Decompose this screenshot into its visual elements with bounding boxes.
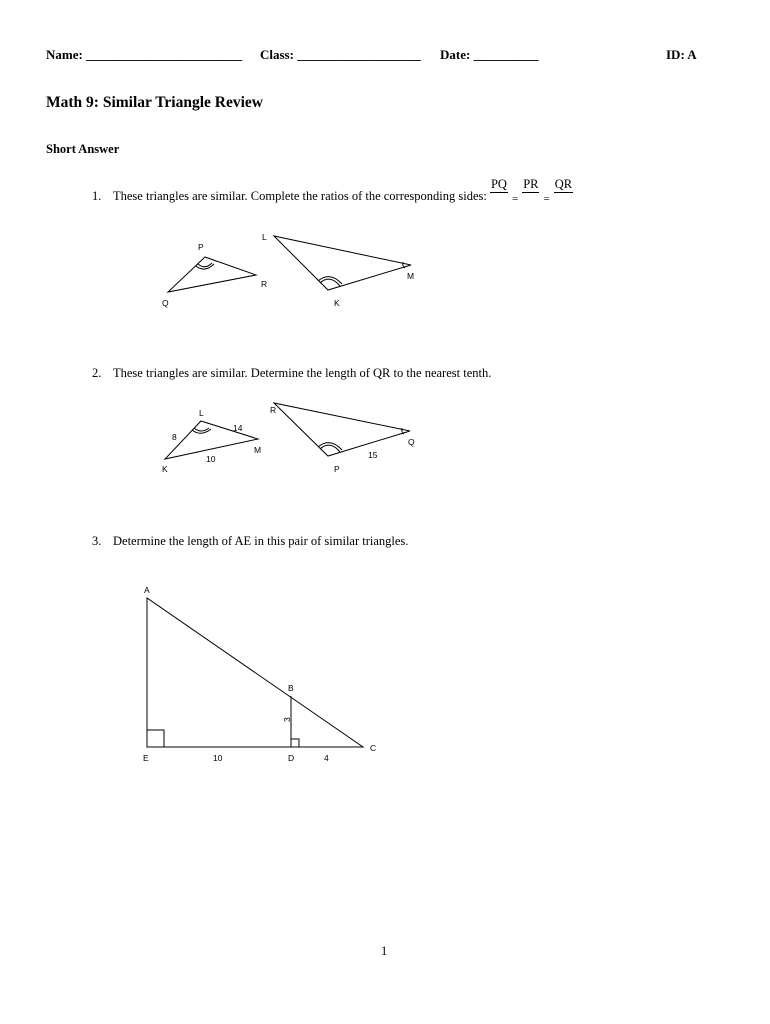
question-text: Determine the length of AE in this pair of similar triangles. [113, 534, 409, 548]
vertex-label: L [262, 232, 267, 242]
ratio-blank[interactable] [490, 193, 508, 206]
ratio-pq [490, 178, 508, 206]
vertex-label: R [261, 279, 268, 289]
section-heading: Short Answer [46, 142, 120, 156]
ratio-numerator: PR [523, 177, 539, 191]
ratio-numerator: PQ [490, 177, 507, 191]
vertex-label: M [254, 445, 262, 455]
vertex-label: E [143, 753, 149, 763]
side-length-label: 3 [282, 717, 292, 722]
vertex-label: D [288, 753, 295, 763]
test-id: ID: A [666, 47, 697, 62]
question-text: These triangles are similar. Complete the ratios of the corresponding sides: [113, 188, 487, 203]
triangle-lmk [274, 236, 411, 290]
vertex-label: L [199, 408, 204, 418]
angle-arc-p-outer [318, 443, 342, 450]
ratio-pr [522, 178, 539, 206]
side-length-label: 14 [233, 423, 243, 433]
equals-sign: = [543, 192, 550, 205]
question-1 [92, 177, 573, 211]
vertex-label: Q [408, 437, 415, 447]
figure-1-triangles [150, 225, 430, 315]
vertex-label: R [270, 405, 277, 415]
side-length-label: 4 [324, 753, 329, 763]
vertex-label: C [370, 743, 377, 753]
question-number: 2. [92, 366, 102, 380]
ratio-qr [554, 178, 573, 206]
vertex-label: K [334, 298, 340, 308]
figure-2-triangles [150, 398, 430, 480]
right-angle-d [291, 739, 299, 747]
side-length-label: 15 [368, 450, 378, 460]
triangle-ace [147, 598, 363, 747]
question-2 [92, 366, 491, 381]
page-title: Math 9: Similar Triangle Review [46, 94, 263, 111]
figure-3-triangles [135, 580, 385, 770]
question-3 [92, 534, 408, 549]
ratio-blank[interactable] [522, 193, 539, 206]
right-angle-e [147, 730, 164, 747]
vertex-label: M [407, 271, 415, 281]
vertex-label: K [162, 464, 168, 474]
side-length-label: 10 [213, 753, 223, 763]
page-number: 1 [381, 944, 388, 958]
vertex-label: Q [162, 298, 169, 308]
vertex-label: B [288, 683, 294, 693]
angle-arc-p [198, 263, 212, 267]
class-field-label: Class: ___________________ [260, 47, 421, 62]
question-text: These triangles are similar. Determine the length of QR to the nearest tenth. [113, 366, 492, 380]
triangle-pqr [168, 257, 256, 292]
name-field-label: Name: ________________________ [46, 47, 243, 62]
question-number: 3. [92, 534, 102, 548]
triangle-pqr [274, 403, 410, 456]
equals-sign: = [511, 192, 519, 205]
question-number: 1. [92, 188, 102, 203]
angle-arc-l [194, 428, 209, 431]
side-length-label: 10 [206, 454, 216, 464]
date-field-label: Date: __________ [440, 47, 539, 62]
side-length-label: 8 [172, 432, 177, 442]
ratio-blank[interactable] [554, 193, 573, 206]
vertex-label: P [198, 242, 204, 252]
ratio-numerator: QR [554, 177, 573, 191]
vertex-label: P [334, 464, 340, 474]
vertex-label: A [144, 585, 150, 595]
